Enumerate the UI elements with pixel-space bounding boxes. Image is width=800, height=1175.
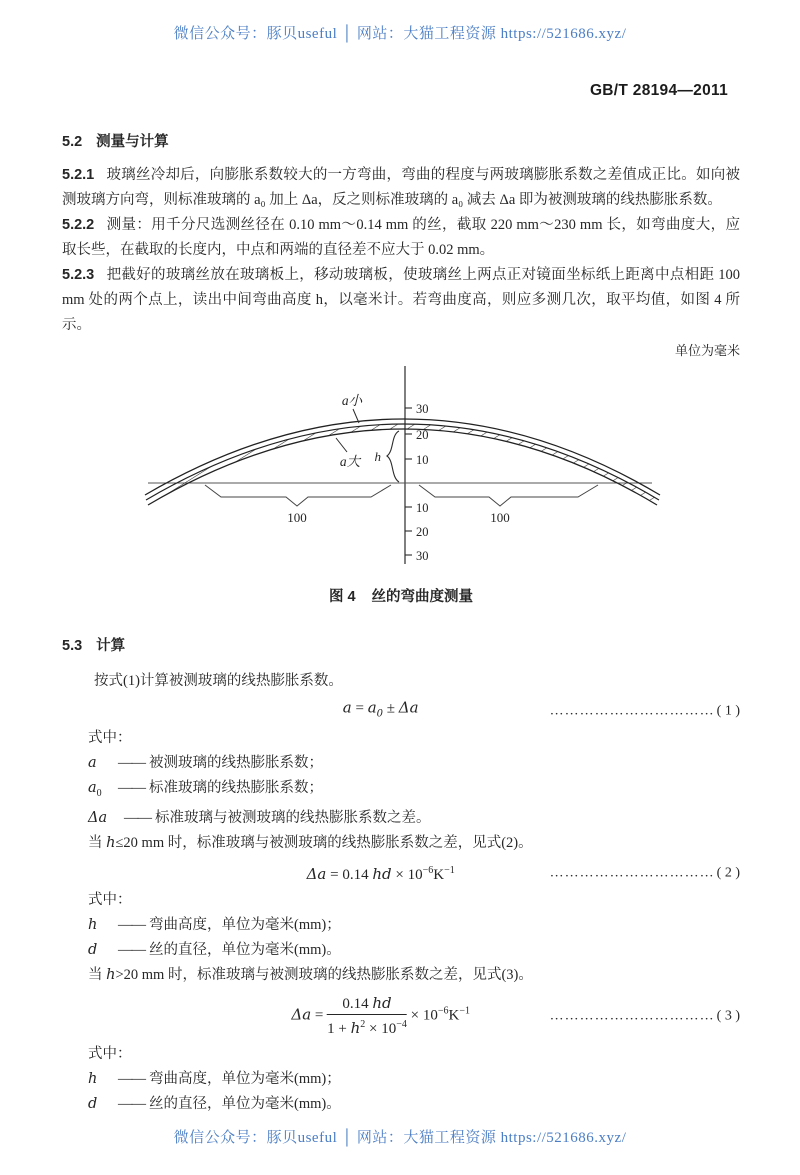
section-5-3-title: 计算 bbox=[96, 638, 126, 654]
paragraph-5-2-3-text: 把截好的玻璃丝放在玻璃板上，移动玻璃板，使玻璃丝上两点正对镜面坐标纸上距离中点相距 100 mm 处的两个点上，读出中间弯曲高度 h，以毫米计。若弯曲度高，则应多测几次，取平均值，如图 4 所示。 bbox=[62, 267, 740, 333]
paragraph-5-2-1-text: 玻璃丝冷却后，向膨胀系数较大的一方弯曲，弯曲的程度与两玻璃膨胀系数之差值成正比。如向被测玻璃方向弯，则标准玻璃的 a₀ 加上 Δa，反之则标准玻璃的 a₀ 减去 Δa 即为被测玻璃的线热膨胀系数。 bbox=[62, 167, 740, 208]
wire-curvature-diagram bbox=[62, 362, 740, 574]
equation-2-leader: …………………………… ( 2 ) bbox=[549, 865, 740, 881]
where-label-1: 式中： bbox=[88, 730, 132, 746]
paragraph-5-2-1 bbox=[62, 163, 740, 213]
left-dimension-value: 100 bbox=[287, 510, 307, 525]
definition-d-3: d —— 丝的直径，单位为毫米(mm)。 bbox=[88, 1095, 341, 1112]
definition-d-2: d —— 丝的直径，单位为毫米(mm)。 bbox=[88, 941, 341, 958]
equation-1-number: ( 1 ) bbox=[716, 703, 740, 719]
equation-3-number: ( 3 ) bbox=[716, 1008, 740, 1024]
equation-2-number: ( 2 ) bbox=[716, 865, 740, 881]
right-dimension-value: 100 bbox=[490, 510, 510, 525]
tick-30-down: 30 bbox=[416, 549, 429, 563]
wire-lower-strand-hatched bbox=[146, 424, 659, 505]
tick-10-down: 10 bbox=[416, 501, 429, 515]
standard-number: GB/T 28194—2011 bbox=[589, 82, 728, 99]
alpha-small-label: a小 bbox=[341, 393, 363, 408]
h-label: h bbox=[374, 449, 381, 464]
paragraph-5-2-3 bbox=[62, 263, 740, 338]
alpha-big-leader bbox=[336, 438, 347, 452]
equation-3-leader: …………………………… ( 3 ) bbox=[549, 1008, 740, 1024]
condition-h-gt-20: 当 h>20 mm 时，标准玻璃与被测玻璃的线热膨胀系数之差，见式(3)。 bbox=[88, 966, 533, 983]
figure-4-caption-text: 丝的弯曲度测量 bbox=[371, 589, 474, 605]
equation-3 bbox=[62, 990, 740, 1042]
section-5-2-number: 5.2 bbox=[62, 134, 83, 150]
section-5-3-number: 5.3 bbox=[62, 638, 83, 654]
equation-3-formula: Δa = $\frac{0.14 hd}{1 + h^2 \times 10^{-4}}$ × $10^{-6}K^{-1}$ bbox=[291, 993, 470, 1037]
alpha-small-leader bbox=[353, 409, 359, 423]
footer-watermark: 微信公众号：豚贝useful │ 网站：大猫工程资源 https://521686.xyz/ bbox=[173, 1130, 627, 1146]
wire-upper-curve bbox=[145, 419, 660, 495]
definition-h-2: h —— 弯曲高度，单位为毫米(mm)； bbox=[88, 916, 341, 933]
figure-4 bbox=[62, 362, 740, 574]
equation-1-leader: …………………………… ( 1 ) bbox=[549, 703, 740, 719]
section-5-3-heading bbox=[62, 634, 740, 659]
tick-20-down: 20 bbox=[416, 525, 429, 539]
figure-4-caption-number: 图 4 bbox=[328, 589, 356, 605]
where-label-2: 式中： bbox=[88, 891, 132, 908]
figure-unit-note: 单位为毫米 bbox=[674, 343, 740, 358]
document-body bbox=[62, 130, 740, 1117]
where-label-3: 式中： bbox=[88, 1045, 132, 1062]
equation-1-formula: $a = a_0 \pm \Delta a$ bbox=[342, 698, 419, 720]
condition-h-le-20: 当 h≤20 mm 时，标准玻璃与被测玻璃的线热膨胀系数之差，见式(2)。 bbox=[88, 834, 533, 851]
header-watermark: 微信公众号：豚贝useful │ 网站：大猫工程资源 https://521686.xyz/ bbox=[173, 26, 627, 42]
left-dimension-bracket bbox=[205, 485, 391, 506]
calculation-intro: 按式(1)计算被测玻璃的线热膨胀系数。 bbox=[94, 673, 343, 689]
paragraph-5-2-2-number: 5.2.2 bbox=[62, 217, 95, 233]
definition-a0: $a_0$ —— 标准玻璃的线热膨胀系数； bbox=[88, 780, 323, 799]
right-dimension-bracket bbox=[419, 485, 598, 506]
alpha-big-label: a大 bbox=[339, 454, 361, 469]
equation-2 bbox=[62, 858, 740, 888]
tick-10-up: 10 bbox=[416, 453, 429, 467]
section-5-2-heading bbox=[62, 130, 740, 155]
paragraph-5-2-3-number: 5.2.3 bbox=[62, 267, 95, 283]
definition-delta-a: Δa —— 标准玻璃与被测玻璃的线热膨胀系数之差。 bbox=[88, 809, 431, 826]
h-brace bbox=[387, 431, 399, 482]
equation-1 bbox=[62, 696, 740, 726]
definition-h-3: h —— 弯曲高度，单位为毫米(mm)； bbox=[88, 1070, 341, 1087]
paragraph-5-2-2-text: 测量：用千分尺选测丝径在 0.10 mm～0.14 mm 的丝，截取 220 mm～230 mm 长，如弯曲度大，应取长些，在截取的长度内，中点和两端的直径差不应大于 0.02 mm。 bbox=[62, 217, 740, 258]
section-5-2-title: 测量与计算 bbox=[96, 134, 169, 150]
tick-20-up: 20 bbox=[416, 428, 429, 442]
equation-2-formula: Δa = 0.14 hd × $10^{-6}K^{-1}$ bbox=[306, 864, 455, 883]
definition-a: a —— 被测玻璃的线热膨胀系数； bbox=[88, 755, 323, 771]
paragraph-5-2-1-number: 5.2.1 bbox=[62, 167, 95, 183]
tick-30-up: 30 bbox=[416, 402, 429, 416]
wire-lower-curve bbox=[148, 429, 657, 505]
paragraph-5-2-2 bbox=[62, 213, 740, 263]
figure-4-caption bbox=[62, 586, 740, 608]
